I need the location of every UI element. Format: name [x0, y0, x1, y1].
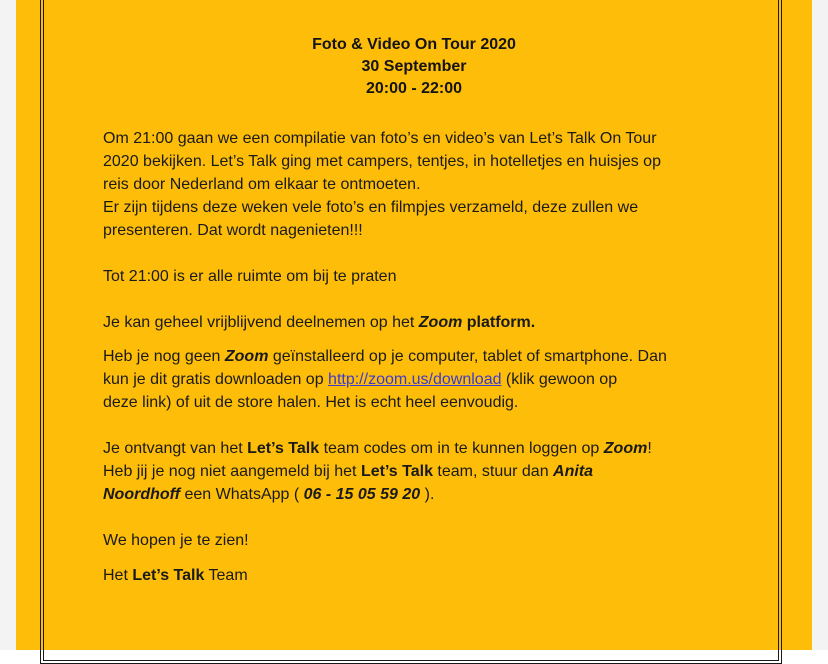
text-span: platform.: [462, 314, 536, 331]
intro-line: presenteren. Dat wordt nagenieten!!!: [103, 222, 363, 239]
intro-line: reis door Nederland om elkaar te ontmoeten.: [103, 176, 421, 193]
intro-line: Om 21:00 gaan we een compilatie van foto’s en video’s van Let’s Talk On Tour: [103, 130, 657, 147]
team-name: Let’s Talk: [247, 440, 320, 457]
chat-time-paragraph: Tot 21:00 is er alle ruimte om bij te praten: [103, 268, 397, 285]
phone-number: 06 - 15 05 59 20: [303, 486, 421, 503]
zoom-emphasis: Zoom: [418, 314, 463, 331]
text-span: deze link) of uit de store halen. Het is echt heel eenvoudig.: [103, 394, 519, 411]
zoom-participate-paragraph: [103, 311, 743, 334]
contact-name: Anita: [553, 463, 594, 480]
text-span: team codes om in te kunnen loggen op: [319, 440, 604, 457]
contact-name: Noordhoff: [103, 486, 181, 503]
team-name: Let’s Talk: [360, 463, 433, 480]
intro-line: 2020 bekijken. Let’s Talk ging met campers, tentjes, in hotelletjes en huisjes op: [103, 153, 661, 170]
text-span: kun je dit gratis downloaden op: [103, 371, 329, 388]
intro-line: Er zijn tijdens deze weken vele foto’s en filmpjes verzameld, deze zullen we: [103, 199, 639, 216]
team-name: Let’s Talk: [132, 567, 205, 584]
text-span: Heb je nog geen: [103, 348, 225, 365]
closing-greeting: We hopen je te zien!: [103, 532, 249, 549]
zoom-install-paragraph: [103, 345, 743, 414]
event-title: Foto & Video On Tour 2020: [312, 36, 516, 53]
text-span: Je ontvangt van het: [103, 440, 248, 457]
zoom-download-link[interactable]: http://zoom.us/download: [328, 371, 502, 388]
text-span: Heb jij je nog niet aangemeld bij het: [103, 463, 361, 480]
event-header: [0, 34, 828, 100]
text-span: Team: [204, 567, 248, 584]
flyer-content: [103, 127, 743, 587]
signature: [103, 564, 743, 587]
text-span: ).: [420, 486, 435, 503]
event-time: 20:00 - 22:00: [365, 80, 463, 97]
text-span: !: [647, 440, 652, 457]
text-span: Je kan geheel vrijblijvend deelnemen op het: [103, 314, 419, 331]
text-span: een WhatsApp (: [180, 486, 304, 503]
text-span: geïnstalleerd op je computer, tablet of smartphone. Dan: [268, 348, 667, 365]
text-span: (klik gewoon op: [501, 371, 618, 388]
text-span: Het: [103, 567, 133, 584]
intro-paragraph: [103, 127, 743, 242]
text-span: team, stuur dan: [432, 463, 554, 480]
event-date: 30 September: [361, 58, 467, 75]
zoom-emphasis: Zoom: [603, 440, 648, 457]
login-codes-paragraph: [103, 437, 743, 506]
zoom-emphasis: Zoom: [224, 348, 269, 365]
